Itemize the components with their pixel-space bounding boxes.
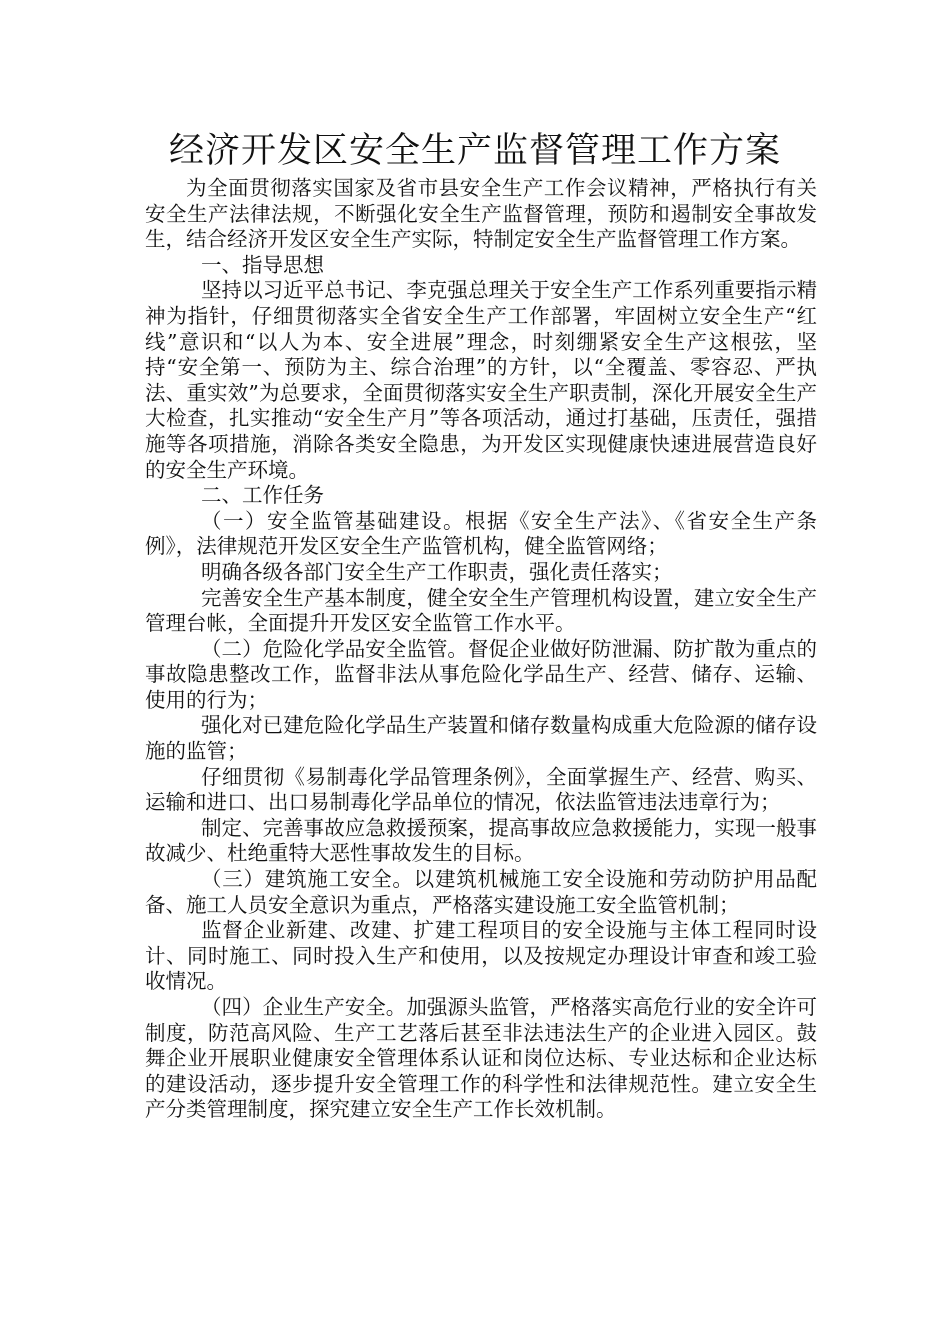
task-2-paragraph: （二）危险化学品安全监管。督促企业做好防泄漏、防扩散为重点的事故隐患整改工作，监督非法从事危险化学品生产、经营、储存、运输、使用的行为；: [145, 636, 817, 712]
section-heading-work-tasks: 二、工作任务: [201, 483, 324, 508]
task-1-responsibility-paragraph: 明确各级各部门安全生产工作职责，强化责任落实；: [201, 559, 673, 584]
task-4-paragraph: （四）企业生产安全。加强源头监管，严格落实高危行业的安全许可制度，防范高风险、生产工艺落后甚至非法违法生产的企业进入园区。鼓舞企业开展职业健康安全管理体系认证和岗位达标、专业达标和企业达标的建设活动，逐步提升安全管理工作的科学性和法律规范性。建立安全生产分类管理制度，探究建立安全生产工作长效机制。: [145, 995, 817, 1122]
task-1-system-paragraph: 完善安全生产基本制度，健全安全生产管理机构设置，建立安全生产管理台帐，全面提升开发区安全监管工作水平。: [145, 585, 817, 636]
task-1-paragraph: （一）安全监管基础建设。根据《安全生产法》、《省安全生产条例》，法律规范开发区安全生产监管机构，健全监管网络；: [145, 508, 817, 559]
task-3-supervision-paragraph: 监督企业新建、改建、扩建工程项目的安全设施与主体工程同时设计、同时施工、同时投入生产和使用，以及按规定办理设计审查和竣工验收情况。: [145, 918, 817, 994]
task-3-paragraph: （三）建筑施工安全。以建筑机械施工安全设施和劳动防护用品配备、施工人员安全意识为重点，严格落实建设施工安全监管机制；: [145, 867, 817, 917]
intro-paragraph: 为全面贯彻落实国家及省市县安全生产工作会议精神，严格执行有关安全生产法律法规，不断强化安全生产监督管理，预防和遏制安全事故发生，结合经济开发区安全生产实际，特制定安全生产监督管理工作方案。: [145, 176, 817, 252]
document-title: 经济开发区安全生产监督管理工作方案: [168, 131, 781, 171]
task-2-emergency-paragraph: 制定、完善事故应急救援预案，提高事故应急救援能力，实现一般事故减少、杜绝重特大恶性事故发生的目标。: [145, 815, 817, 866]
task-2-precursor-paragraph: 仔细贯彻《易制毒化学品管理条例》，全面掌握生产、经营、购买、运输和进口、出口易制毒化学品单位的情况，依法监管违法违章行为；: [145, 764, 817, 815]
guiding-ideology-paragraph: 坚持以习近平总书记、李克强总理关于安全生产工作系列重要指示精神为指针，仔细贯彻落实全省安全生产工作部署，牢固树立安全生产“红线”意识和“以人为本、安全进展”理念，时刻绷紧安全生产这根弦，坚持“安全第一、预防为主、综合治理”的方针，以“全覆盖、零容忍、严执法、重实效”为总要求，全面贯彻落实安全生产职责制，深化开展安全生产大检查，扎实推动“安全生产月”等各项活动，通过打基础，压责任，强措施等各项措施，消除各类安全隐患，为开发区实现健康快速进展营造良好的安全生产环境。: [145, 278, 817, 482]
document-body: [145, 176, 817, 1123]
section-heading-guiding-ideology: 一、指导思想: [201, 252, 324, 277]
task-2-storage-paragraph: 强化对已建危险化学品生产装置和储存数量构成重大危险源的储存设施的监管；: [145, 713, 817, 764]
